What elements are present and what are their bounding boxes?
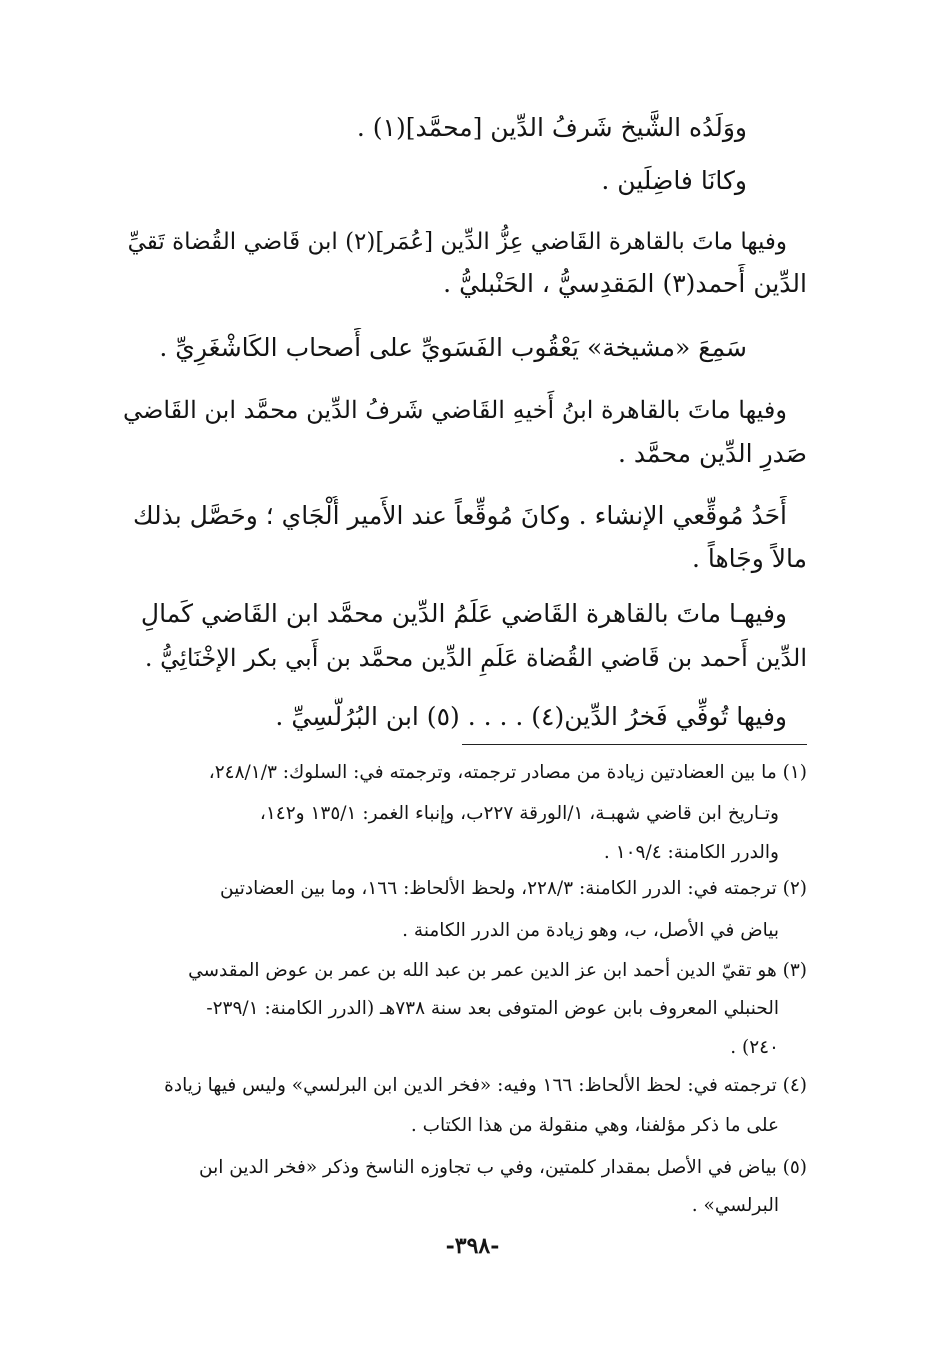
- footnote-line: الحنبلي المعروف بابن عوض المتوفى بعد سنة ٧٣٨هـ (الدرر الكامنة: ٢٣٩/١-: [206, 998, 779, 1019]
- text-line: صَدرِ الدِّين محمَّد .: [618, 439, 807, 468]
- text-line: الدِّين أَحمد بن قَاضي القُضاة عَلَمِ الدِّين محمَّد بن أَبي بكر الإخْنَائِيُّ .: [144, 644, 807, 672]
- text-line: وفيها ماتَ بالقاهرة القَاضي عِزُّ الدِّين [عُمَر](٢) ابن قَاضي القُضاة تَقيِّ: [127, 229, 787, 255]
- footnote-line: (١) ما بين العضادتين زيادة من مصادر ترجمته، وترجمته في: السلوك: ٢٤٨/١/٣،: [208, 762, 807, 783]
- page-number: -٣٩٨-: [445, 1233, 500, 1259]
- footnote-line: وتـاريخ ابن قاضي شهبـة، ١/الورقة ٢٢٧ب، وإنباء الغمر: ١٣٥/١ و١٤٢،: [259, 803, 779, 824]
- footnote-line: البرلسي» .: [691, 1195, 779, 1216]
- footnote-line: (٣) هو تقيّ الدين أحمد ابن عز الدين عمر بن عبد الله بن عمر بن عوض المقدسي: [188, 960, 807, 981]
- text-line: وكانَا فاضِلَين .: [601, 166, 747, 195]
- footnote-line: والدرر الكامنة: ١٠٩/٤ .: [603, 842, 779, 863]
- text-line: الدِّين أَحمد(٣) المَقدِسيُّ ، الحَنْبليُّ .: [443, 269, 807, 298]
- text-line: ووَلَدُه الشَّيخ شَرفُ الدِّين [محمَّد](١) .: [356, 113, 747, 142]
- text-line: مالاً وجَاهاً .: [691, 544, 807, 573]
- footnote-line: ٢٤٠) .: [730, 1037, 779, 1058]
- text-line: وفيها تُوفِّي فَخرُ الدِّين(٤) . . . . (٥) ابن البُرُلُّسِيِّ .: [275, 702, 787, 731]
- footnote-separator: [462, 744, 807, 745]
- text-line: أَحَدُ مُوقِّعي الإنشاء . وكانَ مُوقِّعاً عند الأَمير أُلْجَاي ؛ وحَصَّل بذلك: [132, 501, 787, 530]
- footnote-line: (٤) ترجمته في: لحظ الألحاظ: ١٦٦ وفيه: «فخر الدين ابن البرلسي» وليس فيها زيادة: [164, 1075, 807, 1096]
- footnote-line: (٢) ترجمته في: الدرر الكامنة: ٢٢٨/٣، ولحظ الألحاظ: ١٦٦، وما بين العضادتين: [220, 878, 807, 899]
- text-line: وفيها ماتَ بالقاهرة ابنُ أَخيهِ القَاضي شَرفُ الدِّين محمَّد ابن القَاضي: [122, 396, 787, 424]
- footnote-line: على ما ذكر مؤلفنا، وهي منقولة من هذا الكتاب .: [410, 1115, 779, 1136]
- footnote-line: بياض في الأصل، ب، وهو زيادة من الدرر الكامنة .: [402, 920, 779, 941]
- footnote-line: (٥) بياض في الأصل بمقدار كلمتين، وفي ب تجاوزه الناسخ وذكر «فخر الدين ابن: [199, 1157, 807, 1178]
- text-line: وفيهـا ماتَ بالقاهرة القَاضي عَلَمُ الدِّين محمَّد ابن القَاضي كَمالِ: [140, 599, 787, 628]
- text-line: سَمِعَ «مشيخة» يَعْقُوب الفَسَويِّ على أَصحاب الكَاشْغَرِيِّ .: [159, 333, 747, 362]
